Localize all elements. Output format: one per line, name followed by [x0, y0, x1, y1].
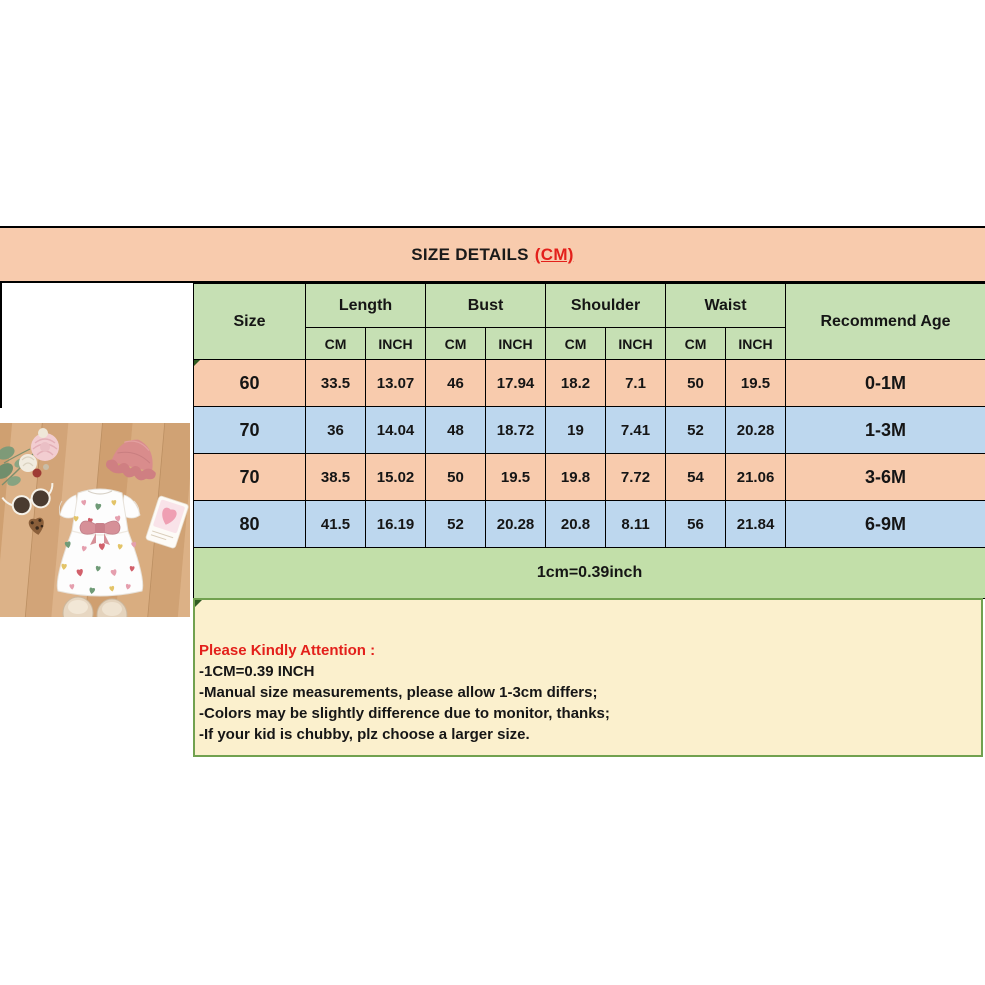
product-photo — [0, 423, 190, 617]
col-header-recommend-age: Recommend Age — [786, 284, 985, 360]
size-details-title-bar — [0, 226, 985, 283]
size-value: 80 — [194, 501, 306, 548]
size-chart-table — [193, 283, 985, 599]
bust-inch: 17.94 — [486, 360, 546, 407]
shoulder-inch: 7.41 — [606, 407, 666, 454]
shoulder-cm: 19.8 — [546, 454, 606, 501]
bust-cm: 50 — [426, 454, 486, 501]
waist-inch: 20.28 — [726, 407, 786, 454]
subheader-inch: INCH — [366, 328, 426, 360]
shoulder-cm: 20.8 — [546, 501, 606, 548]
subheader-cm: CM — [546, 328, 606, 360]
attention-note-box — [193, 598, 983, 757]
bust-inch: 20.28 — [486, 501, 546, 548]
length-inch: 16.19 — [366, 501, 426, 548]
length-cm: 36 — [306, 407, 366, 454]
subheader-inch: INCH — [606, 328, 666, 360]
subheader-inch: INCH — [486, 328, 546, 360]
note-line: -If your kid is chubby, plz choose a larger size. — [199, 726, 530, 743]
bust-cm: 52 — [426, 501, 486, 548]
col-header-shoulder: Shoulder — [546, 284, 666, 328]
bust-inch: 18.72 — [486, 407, 546, 454]
subheader-cm: CM — [306, 328, 366, 360]
col-header-bust: Bust — [426, 284, 546, 328]
table-row — [194, 407, 985, 454]
waist-cm: 56 — [666, 501, 726, 548]
length-inch: 14.04 — [366, 407, 426, 454]
note-line: -Colors may be slightly difference due to monitor, thanks; — [199, 705, 610, 722]
recommend-age-value: 3-6M — [786, 454, 985, 501]
title-unit-cm: (CM) — [534, 244, 574, 264]
length-inch: 15.02 — [366, 454, 426, 501]
shoulder-cm: 19 — [546, 407, 606, 454]
waist-cm: 50 — [666, 360, 726, 407]
subheader-cm: CM — [426, 328, 486, 360]
col-header-length: Length — [306, 284, 426, 328]
recommend-age-value: 0-1M — [786, 360, 985, 407]
waist-cm: 52 — [666, 407, 726, 454]
col-header-size: Size — [194, 284, 306, 360]
bust-inch: 19.5 — [486, 454, 546, 501]
subheader-inch: INCH — [726, 328, 786, 360]
length-inch: 13.07 — [366, 360, 426, 407]
bust-cm: 46 — [426, 360, 486, 407]
shoulder-cm: 18.2 — [546, 360, 606, 407]
note-line: -1CM=0.39 INCH — [199, 663, 315, 680]
subheader-cm: CM — [666, 328, 726, 360]
shoulder-inch: 7.72 — [606, 454, 666, 501]
title-text: SIZE DETAILS — [411, 244, 529, 264]
col-header-waist: Waist — [666, 284, 786, 328]
waist-cm: 54 — [666, 454, 726, 501]
size-value: 60 — [194, 360, 306, 407]
sheet-edge-line — [0, 283, 2, 408]
shoulder-inch: 7.1 — [606, 360, 666, 407]
cm-inch-conversion-note: 1cm=0.39inch — [194, 548, 985, 599]
length-cm: 41.5 — [306, 501, 366, 548]
heart-print-dress — [57, 489, 142, 596]
length-cm: 33.5 — [306, 360, 366, 407]
table-row — [194, 360, 985, 407]
waist-inch: 21.84 — [726, 501, 786, 548]
note-line: -Manual size measurements, please allow 1-3cm differs; — [199, 684, 598, 701]
table-row — [194, 454, 985, 501]
shoulder-inch: 8.11 — [606, 501, 666, 548]
attention-heading: Please Kindly Attention : — [199, 642, 376, 659]
waist-inch: 21.06 — [726, 454, 786, 501]
size-value: 70 — [194, 454, 306, 501]
recommend-age-value: 1-3M — [786, 407, 985, 454]
size-value: 70 — [194, 407, 306, 454]
length-cm: 38.5 — [306, 454, 366, 501]
table-row — [194, 501, 985, 548]
recommend-age-value: 6-9M — [786, 501, 985, 548]
bust-cm: 48 — [426, 407, 486, 454]
waist-inch: 19.5 — [726, 360, 786, 407]
